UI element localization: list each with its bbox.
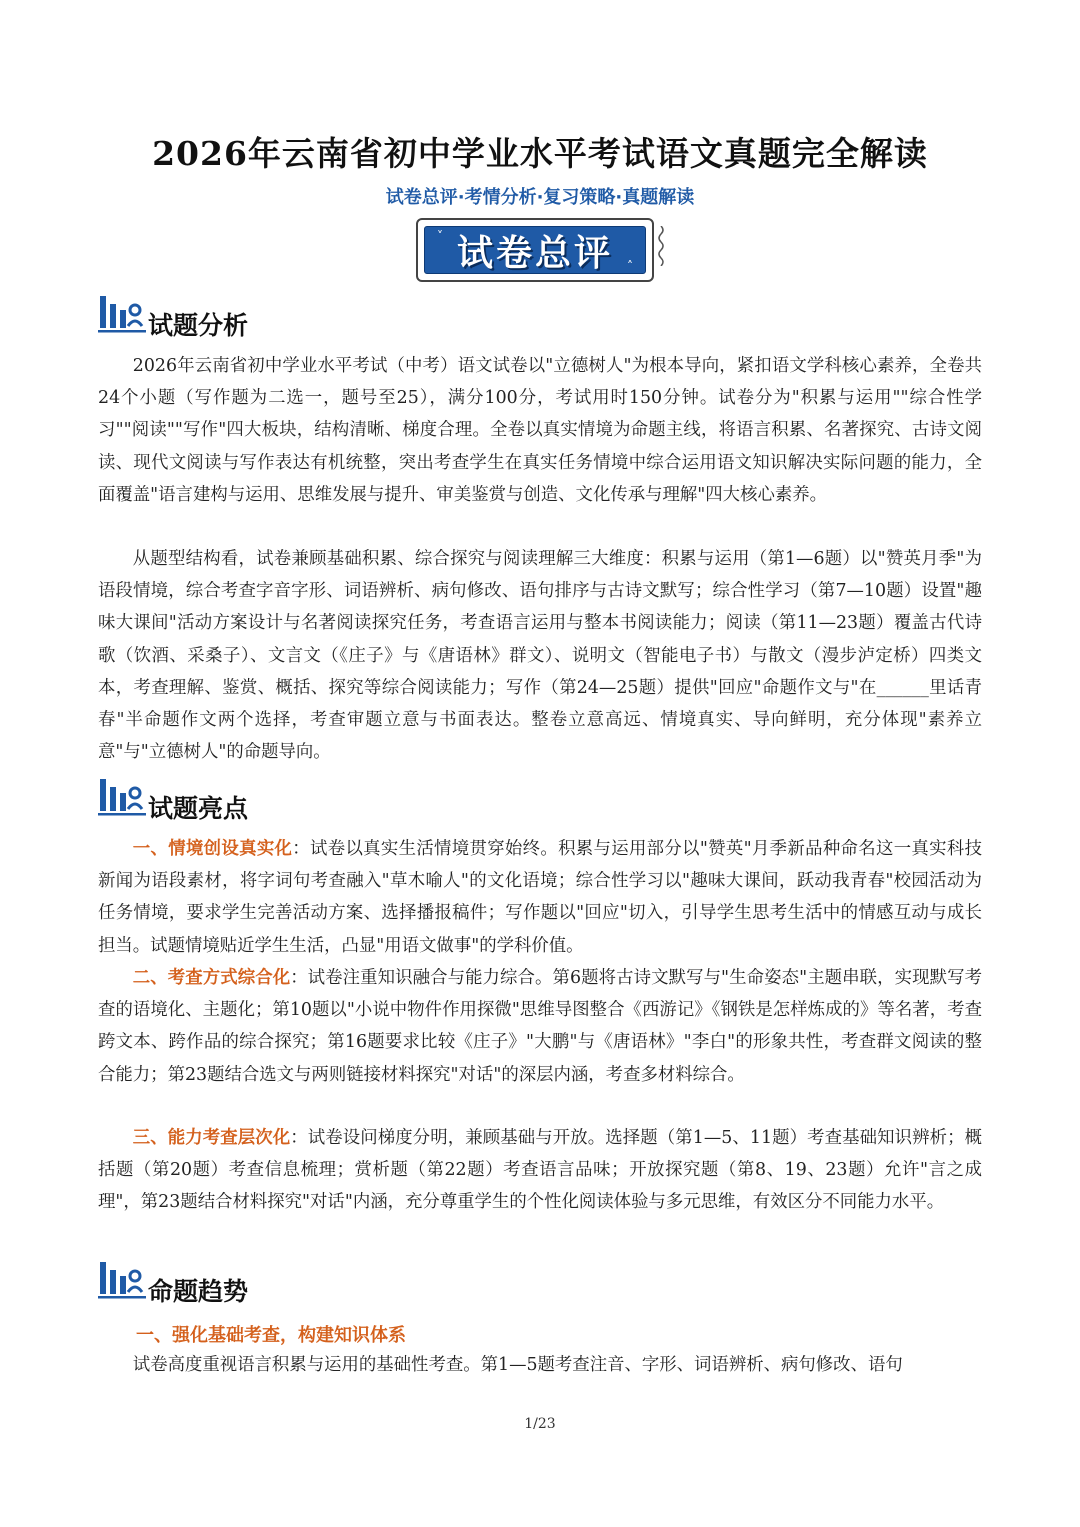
highlight-text: ：试卷设问梯度分明，兼顾基础与开放。选择题（第1—5、11题）考查基础知识辨析；概括题（第20题）考查信息梳理；赏析题（第22题）考查语言品味；开放探究题（第8、19、23题）允许"言之成理"，第23题结合材料探究"对话"内涵，充分尊重学生的个性化阅读体验与多元思维，有效区分不同能力水平。 — [98, 1128, 982, 1213]
analysis-paragraph-2: 从题型结构看，试卷兼顾基础积累、综合探究与阅读理解三大维度：积累与运用（第1—6题）以"赞英月季"为语段情境，综合考查字音字形、词语辨析、病句修改、语句排序与古诗文默写；综合性学习（第7—10题）设置"趣味大课间"活动方案设计与名著阅读探究任务，考查语言运用与整本书阅读能力；阅读（第11—23题）覆盖古代诗歌（饮酒、采桑子）、文言文（《庄子》与《唐语林》群文）、说明文（智能电子书）与散文（漫步泸定桥）四类文本，考查理解、鉴赏、概括、探究等综合阅读能力；写作（第24—25题）提供"回应"命题作文与"在______里话青春"半命题作文两个选择，考查审题立意与书面表达。整卷立意高远、情境真实、导向鲜明，充分体现"素养立意"与"立德树人"的命题导向。 — [98, 549, 982, 763]
highlight-item-1 — [98, 833, 982, 962]
badge-corner-mark: ˄ — [627, 259, 633, 273]
trend-paragraph: 试卷高度重视语言积累与运用的基础性考查。第1—5题考查注音、字形、词语辨析、病句修改、语句 — [132, 1355, 903, 1375]
section-title: 试题分析 — [148, 311, 249, 340]
bar-chart-person-icon — [98, 1256, 148, 1302]
page-title: 2026年云南省初中学业水平考试语文真题完全解读 — [152, 134, 928, 173]
highlight-item-2 — [98, 962, 982, 1091]
highlight-lead: 二、考查方式综合化 — [132, 968, 291, 988]
squiggle-decoration-icon — [656, 226, 666, 266]
highlight-item-3 — [98, 1122, 982, 1219]
badge-label: 试卷总评 — [456, 232, 613, 274]
badge-panel — [424, 226, 646, 274]
page-subtitle: 试卷总评·考情分析·复习策略·真题解读 — [385, 187, 695, 208]
section-badge — [416, 218, 654, 282]
trend-subheading: 一、强化基础考查，构建知识体系 — [136, 1325, 406, 1346]
section-title: 命题趋势 — [148, 1277, 249, 1306]
badge-corner-mark: ˅ — [437, 229, 443, 243]
highlight-lead: 三、能力考查层次化 — [132, 1128, 291, 1148]
analysis-paragraph-1: 2026年云南省初中学业水平考试（中考）语文试卷以"立德树人"为根本导向，紧扣语文学科核心素养，全卷共24个小题（写作题为二选一，题号至25），满分100分，考试用时150分钟。试卷分为"积累与运用""综合性学习""阅读""写作"四大板块，结构清晰、梯度合理。全卷以真实情境为命题主线，将语言积累、名著探究、古诗文阅读、现代文阅读与写作表达有机统整，突出考查学生在真实任务情境中综合运用语文知识解决实际问题的能力，全面覆盖"语言建构与运用、思维发展与提升、审美鉴赏与创造、文化传承与理解"四大核心素养。 — [98, 356, 982, 505]
page-number: 1/23 — [524, 1416, 556, 1432]
bar-chart-person-icon — [98, 773, 148, 819]
highlight-text: ：试卷以真实生活情境贯穿始终。积累与运用部分以"赞英"月季新品种命名这一真实科技新闻为语段素材，将字词句考查融入"草木喻人"的文化语境；综合性学习以"趣味大课间，跃动我青春"校园活动为任务情境，要求学生完善活动方案、选择播报稿件；写作题以"回应"切入，引导学生思考生活中的情感互动与成长担当。试题情境贴近学生生活，凸显"用语文做事"的学科价值。 — [98, 839, 982, 956]
highlight-lead: 一、情境创设真实化 — [132, 839, 293, 859]
bar-chart-person-icon — [98, 290, 148, 336]
section-title: 试题亮点 — [148, 794, 249, 823]
highlight-text: ：试卷注重知识融合与能力综合。第6题将古诗文默写与"生命姿态"主题串联，实现默写考查的语境化、主题化；第10题以"小说中物件作用探微"思维导图整合《西游记》《钢铁是怎样炼成的》等名著，考查跨文本、跨作品的综合探究；第16题要求比较《庄子》"大鹏"与《唐语林》"李白"的形象共性，考查群文阅读的整合能力；第23题结合选文与两则链接材料探究"对话"的深层内涵，考查多材料综合。 — [98, 968, 982, 1085]
